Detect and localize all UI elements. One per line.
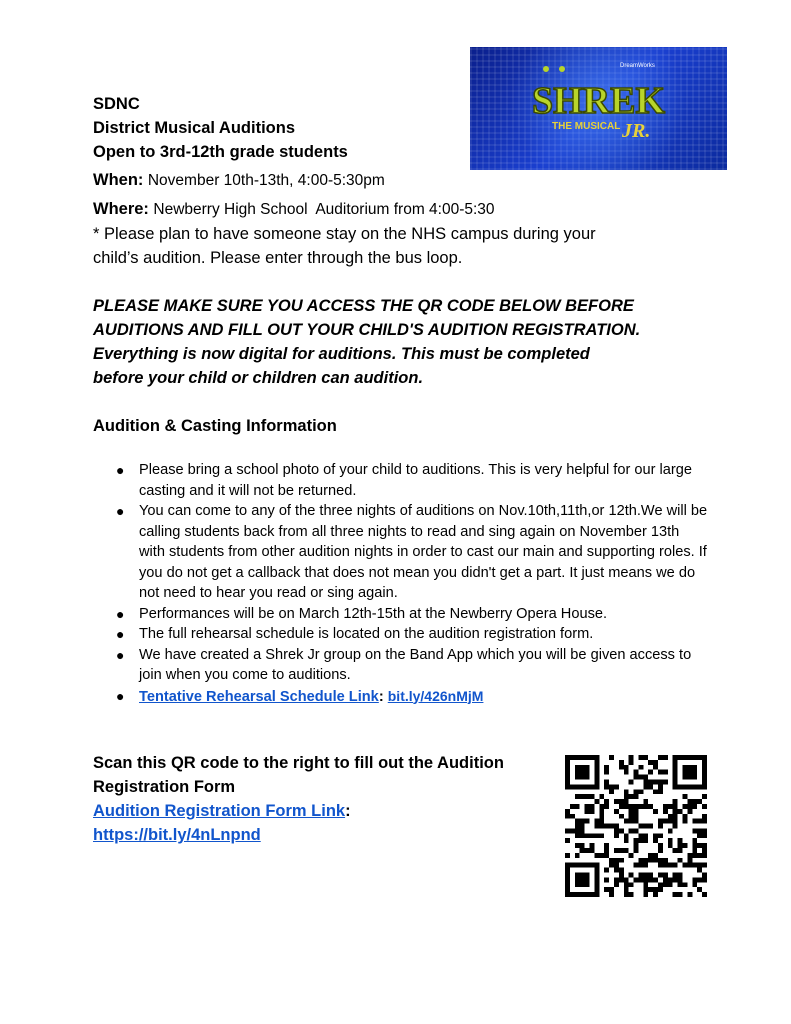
bullet-icon: ● — [116, 605, 125, 622]
page-title: District Musical Auditions — [93, 119, 295, 137]
list-item-text: The full rehearsal schedule is located on the audition registration form. — [139, 626, 594, 642]
qr-finder-pattern — [673, 755, 707, 789]
where-label: Where: — [93, 200, 149, 218]
campus-note-line: child’s audition. Please enter through the bus loop. — [93, 249, 463, 267]
when-line — [93, 168, 385, 193]
list-item-schedule — [93, 686, 708, 708]
scan-instruction — [93, 751, 553, 847]
scan-line: Scan this QR code to the right to fill out the Audition — [93, 754, 504, 772]
shrek-banner-image — [470, 47, 727, 170]
shrek-subtitle: THE MUSICAL — [552, 121, 621, 132]
when-value: November 10th-13th, 4:00-5:30pm — [147, 172, 385, 189]
campus-note — [93, 222, 596, 270]
qr-notice — [93, 294, 640, 390]
where-value: Newberry High School Auditorium from 4:00-5:30 — [153, 201, 495, 218]
qr-notice-line: AUDITIONS AND FILL OUT YOUR CHILD'S AUDITION REGISTRATION. — [93, 321, 641, 339]
when-label: When: — [93, 171, 144, 189]
shrek-suffix: JR. — [622, 120, 651, 142]
ogre-ear-right — [559, 66, 565, 72]
list-item-text: Please bring a school photo of your child to auditions. This is very helpful for our large casting and it will not be returned. — [139, 462, 692, 499]
qr-code-image[interactable] — [563, 755, 709, 897]
list-item — [93, 604, 708, 625]
shrek-title: SHREK — [532, 80, 666, 122]
list-item — [93, 460, 708, 501]
casting-heading: Audition & Casting Information — [93, 417, 337, 435]
list-item — [93, 624, 708, 645]
org-name: SDNC — [93, 95, 140, 113]
list-item — [93, 501, 708, 604]
campus-note-line: * Please plan to have someone stay on the NHS campus during your — [93, 225, 596, 243]
qr-notice-line: Everything is now digital for auditions. This must be completed — [93, 345, 590, 363]
bullet-icon: ● — [116, 503, 125, 519]
shrek-logo — [470, 47, 727, 170]
list-item-text: You can come to any of the three nights of auditions on Nov.10th,11th,or 12th.We will be calling students back from all three nights to read and sing again on November 13th with students from other audition nights in order to cast our main and supporting roles. If you do not get a callback that does not mean you didn't get a part. It just means we do not need to hear you read or sing again. — [139, 503, 708, 601]
list-item-text: Performances will be on March 12th-15th at the Newberry Opera House. — [139, 605, 608, 622]
bullet-icon: ● — [116, 626, 125, 642]
ogre-ear-left — [543, 66, 549, 72]
schedule-separator: : — [378, 688, 384, 705]
bullet-icon: ● — [116, 462, 125, 478]
scan-line: Registration Form — [93, 778, 236, 796]
list-item-text: We have created a Shrek Jr group on the Band App which you will be given access to join when you come to auditions. — [139, 646, 692, 683]
casting-list-wrapper — [93, 460, 708, 707]
casting-list — [93, 460, 708, 707]
list-item — [93, 645, 708, 686]
form-separator: : — [345, 802, 351, 820]
schedule-url-link[interactable]: bit.ly/426nMjM — [387, 687, 484, 704]
qr-finder-pattern — [565, 755, 599, 789]
qr-finder-pattern — [565, 863, 599, 897]
bullet-icon: ● — [116, 646, 125, 663]
form-url-link[interactable]: https://bit.ly/4nLnpnd — [93, 826, 261, 844]
where-line — [93, 197, 495, 222]
schedule-link[interactable]: Tentative Rehearsal Schedule Link — [139, 688, 379, 705]
qr-notice-line: before your child or children can audition. — [93, 369, 424, 387]
brand-text: DreamWorks — [620, 63, 655, 69]
form-link[interactable]: Audition Registration Form Link — [93, 802, 346, 820]
eligibility-text: Open to 3rd-12th grade students — [93, 143, 348, 161]
bullet-icon: ● — [116, 687, 125, 704]
qr-notice-line: PLEASE MAKE SURE YOU ACCESS THE QR CODE BELOW BEFORE — [93, 297, 634, 315]
